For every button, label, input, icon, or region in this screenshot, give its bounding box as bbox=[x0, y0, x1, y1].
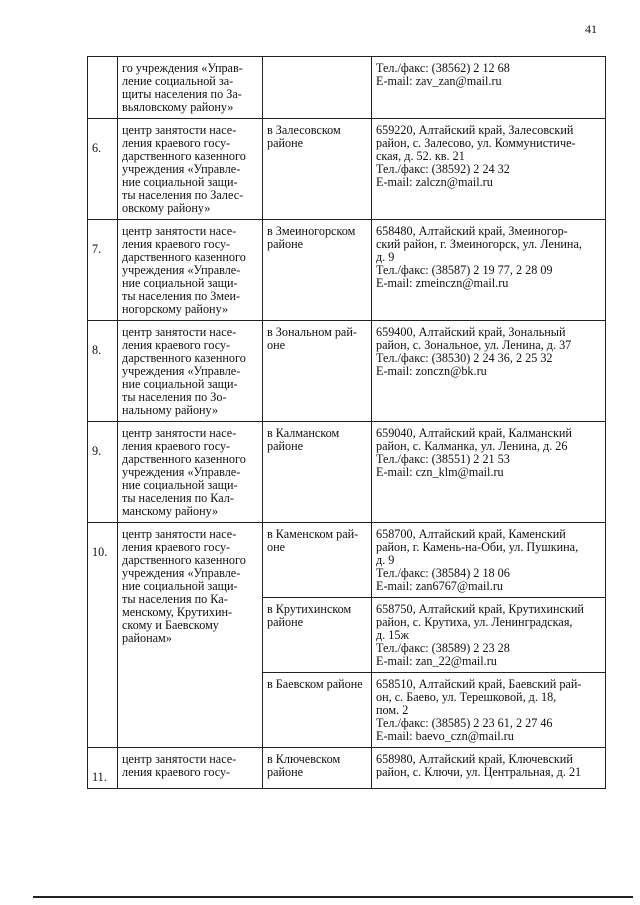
institution-cell: центр занятости насе- ления краевого госу- дарственного казенного учреждения «Управле- ние социальной защи- ты населения по Кал- манскому району» bbox=[118, 422, 263, 523]
table-row bbox=[88, 422, 606, 523]
institution-cell: го учреждения «Управ- ление социальной за- щиты населения по За- вьяловскому району» bbox=[118, 57, 263, 119]
table-row bbox=[88, 523, 606, 598]
district-cell: в Каменском рай- оне bbox=[263, 523, 372, 598]
district-cell: в Ключевском районе bbox=[263, 748, 372, 789]
table-row bbox=[88, 119, 606, 220]
table-row bbox=[88, 321, 606, 422]
table-row bbox=[88, 57, 606, 119]
bottom-rule bbox=[33, 896, 633, 898]
row-number: 7. bbox=[88, 220, 118, 321]
institution-cell: центр занятости насе- ления краевого госу- дарственного казенного учреждения «Управле- ние социальной защи- ты населения по Зо- нальному району» bbox=[118, 321, 263, 422]
page-number: 41 bbox=[585, 22, 597, 36]
district-cell bbox=[263, 57, 372, 119]
table-row bbox=[88, 748, 606, 789]
table-row bbox=[88, 220, 606, 321]
address-cell: 659400, Алтайский край, Зональный район, с. Зональное, ул. Ленина, д. 37 Тел./факс: (38530) 2 24 36, 2 25 32 E-mail: zonczn@bk.ru bbox=[372, 321, 606, 422]
address-cell: 658700, Алтайский край, Каменский район, г. Камень-на-Оби, ул. Пушкина, д. 9 Тел./факс: (38584) 2 18 06 E-mail: zan6767@mail.ru bbox=[372, 523, 606, 598]
row-number: 8. bbox=[88, 321, 118, 422]
address-cell: Тел./факс: (38562) 2 12 68 E-mail: zav_zan@mail.ru bbox=[372, 57, 606, 119]
row-number: 11. bbox=[88, 748, 118, 789]
institution-cell: центр занятости насе- ления краевого госу- дарственного казенного учреждения «Управле- ние социальной защи- ты населения по Змеи- ногорскому району» bbox=[118, 220, 263, 321]
row-number: 9. bbox=[88, 422, 118, 523]
institution-cell: центр занятости насе- ления краевого госу- bbox=[118, 748, 263, 789]
row-number: 10. bbox=[88, 523, 118, 748]
institutions-table bbox=[87, 56, 606, 789]
district-cell: в Зональном рай- оне bbox=[263, 321, 372, 422]
row-number: 6. bbox=[88, 119, 118, 220]
institution-cell: центр занятости насе- ления краевого госу- дарственного казенного учреждения «Управле- ние социальной защи- ты населения по Ка- менскому, Крутихин- скому и Баевскому районам» bbox=[118, 523, 263, 748]
district-cell: в Крутихинском районе bbox=[263, 598, 372, 673]
address-cell: 658510, Алтайский край, Баевский рай- он, с. Баево, ул. Терешковой, д. 18, пом. 2 Тел./факс: (38585) 2 23 61, 2 27 46 E-mail: baevo_czn@mail.ru bbox=[372, 673, 606, 748]
institution-cell: центр занятости насе- ления краевого госу- дарственного казенного учреждения «Управле- ние социальной защи- ты населения по Залес- овскому району» bbox=[118, 119, 263, 220]
address-cell: 658480, Алтайский край, Змеиногор- ский район, г. Змеиногорск, ул. Ленина, д. 9 Тел./факс: (38587) 2 19 77, 2 28 09 E-mail: zmeinczn@mail.ru bbox=[372, 220, 606, 321]
address-cell: 659040, Алтайский край, Калманский район, с. Калманка, ул. Ленина, д. 26 Тел./факс: (38551) 2 21 53 E-mail: czn_klm@mail.ru bbox=[372, 422, 606, 523]
address-cell: 658980, Алтайский край, Ключевский район, с. Ключи, ул. Центральная, д. 21 bbox=[372, 748, 606, 789]
row-number bbox=[88, 57, 118, 119]
district-cell: в Баевском районе bbox=[263, 673, 372, 748]
address-cell: 658750, Алтайский край, Крутихинский район, с. Крутиха, ул. Ленинградская, д. 15ж Тел./факс: (38589) 2 23 28 E-mail: zan_22@mail.ru bbox=[372, 598, 606, 673]
district-cell: в Змеиногорском районе bbox=[263, 220, 372, 321]
address-cell: 659220, Алтайский край, Залесовский район, с. Залесово, ул. Коммунистиче- ская, д. 52. кв. 21 Тел./факс: (38592) 2 24 32 E-mail: zalczn@mail.ru bbox=[372, 119, 606, 220]
district-cell: в Залесовском районе bbox=[263, 119, 372, 220]
district-cell: в Калманском районе bbox=[263, 422, 372, 523]
